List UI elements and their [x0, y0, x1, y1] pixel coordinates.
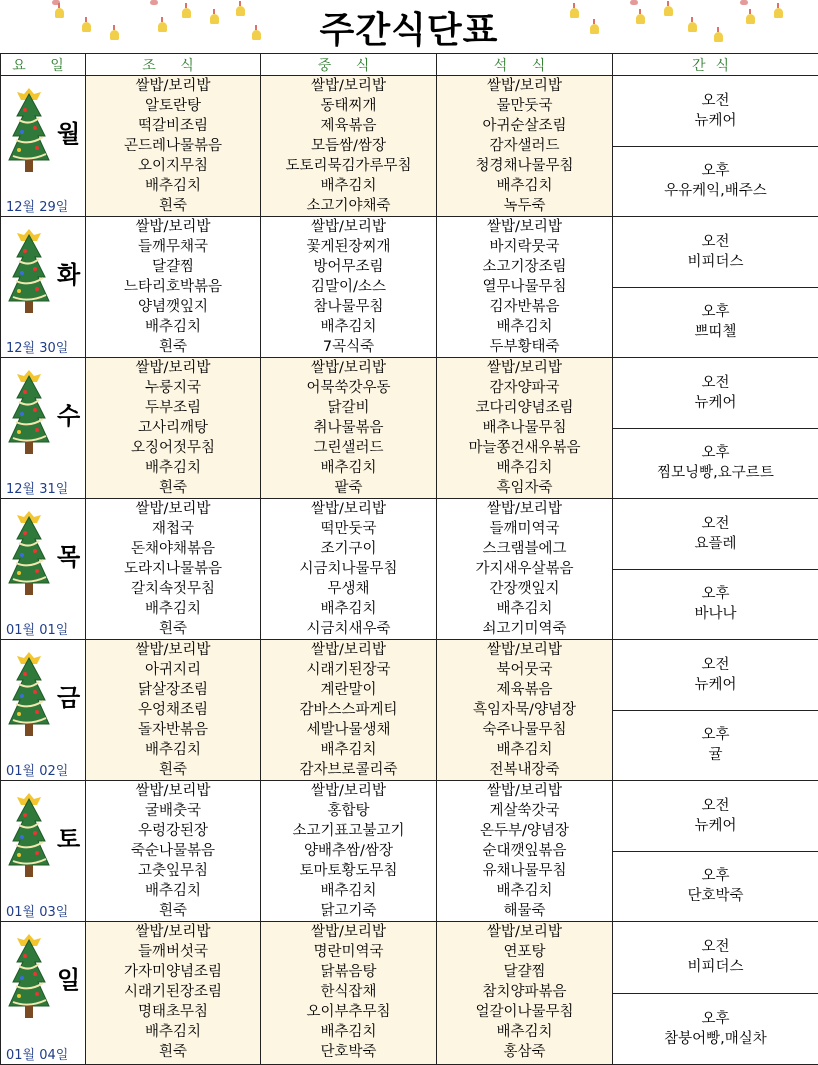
menu-item: 배추김치	[86, 881, 260, 901]
menu-item: 느타리호박볶음	[86, 277, 260, 297]
menu-item: 참나물무침	[261, 297, 436, 317]
snack-afternoon	[613, 428, 818, 499]
menu-item: 코다리양념조림	[437, 398, 612, 418]
menu-item: 쌀밥/보리밥	[261, 781, 436, 801]
menu-item: 숙주나물무침	[437, 720, 612, 740]
menu-item: 감자브로콜리죽	[261, 760, 436, 780]
menu-item: 배추김치	[86, 599, 260, 619]
day-row	[1, 217, 818, 358]
menu-item: 고춧잎무침	[86, 861, 260, 881]
dinner-cell	[437, 781, 613, 922]
menu-item: 김자반볶음	[437, 297, 612, 317]
day-date: 01월 03일	[6, 901, 68, 920]
snack-morning	[613, 499, 818, 569]
menu-item: 가자미양념조림	[86, 962, 260, 982]
column-header-snack: 간식	[613, 54, 818, 76]
menu-item: 누룽지국	[86, 378, 260, 398]
page-header	[0, 0, 818, 53]
menu-item: 무생채	[261, 579, 436, 599]
day-date: 12월 31일	[6, 478, 68, 497]
snack-morning	[613, 358, 818, 428]
snack-time-label: 오전	[701, 796, 729, 816]
breakfast-cell	[86, 358, 261, 499]
snack-morning	[613, 922, 818, 993]
menu-item: 흰죽	[86, 901, 260, 921]
menu-item: 배추김치	[261, 1022, 436, 1042]
column-header-lunch: 중 식	[261, 54, 437, 76]
menu-item: 닭볶음탕	[261, 962, 436, 982]
menu-item: 돌자반볶음	[86, 720, 260, 740]
lunch-cell	[261, 781, 437, 922]
menu-item: 어묵쑥갓우동	[261, 378, 436, 398]
menu-item: 흰죽	[86, 337, 260, 357]
menu-item: 흰죽	[86, 478, 260, 498]
menu-item: 연포탕	[437, 942, 612, 962]
christmas-tree-icon	[7, 785, 51, 891]
snack-item: 뉴케어	[694, 816, 736, 836]
menu-item: 명란미역국	[261, 942, 436, 962]
snack-time-label: 오전	[701, 91, 729, 111]
day-cell	[1, 217, 86, 358]
menu-item: 제육볶음	[261, 116, 436, 136]
menu-item: 배추김치	[437, 599, 612, 619]
day-of-week: 토	[57, 819, 80, 854]
menu-item: 홍삼죽	[437, 1042, 612, 1062]
menu-item: 배추김치	[86, 740, 260, 760]
menu-item: 해물죽	[437, 901, 612, 921]
day-row	[1, 922, 818, 1065]
dinner-cell	[437, 922, 613, 1065]
menu-item: 흰죽	[86, 1042, 260, 1062]
menu-item: 배추김치	[86, 317, 260, 337]
snack-morning	[613, 640, 818, 710]
menu-item: 순대깻잎볶음	[437, 841, 612, 861]
menu-item: 시금치새우죽	[261, 619, 436, 639]
breakfast-cell	[86, 499, 261, 640]
menu-item: 쌀밥/보리밥	[86, 640, 260, 660]
day-row	[1, 781, 818, 922]
column-header-day: 요 일	[1, 54, 86, 76]
snack-time-label: 오전	[701, 937, 729, 957]
menu-item: 닭살장조림	[86, 680, 260, 700]
snack-item: 귤	[708, 745, 722, 765]
menu-item: 들깨미역국	[437, 519, 612, 539]
menu-item: 제육볶음	[437, 680, 612, 700]
menu-item: 쇠고기미역죽	[437, 619, 612, 639]
menu-item: 감자샐러드	[437, 136, 612, 156]
menu-item: 달걀찜	[437, 962, 612, 982]
dinner-cell	[437, 358, 613, 499]
menu-item: 가지새우살볶음	[437, 559, 612, 579]
menu-item: 배추김치	[261, 176, 436, 196]
day-row	[1, 358, 818, 499]
dinner-cell	[437, 640, 613, 781]
menu-item: 배추김치	[261, 599, 436, 619]
snack-item: 비피더스	[687, 957, 743, 977]
menu-item: 두부황태죽	[437, 337, 612, 357]
menu-item: 아귀순살조림	[437, 116, 612, 136]
day-cell	[1, 76, 86, 217]
snack-time-label: 오후	[701, 302, 729, 322]
menu-item: 감자양파국	[437, 378, 612, 398]
menu-item: 북어뭇국	[437, 660, 612, 680]
menu-item: 쌀밥/보리밥	[437, 922, 612, 942]
menu-item: 토마토황도무침	[261, 861, 436, 881]
snack-cell	[613, 499, 818, 640]
menu-item: 시래기된장국	[261, 660, 436, 680]
snack-item: 바나나	[694, 604, 736, 624]
menu-item: 스크램블에그	[437, 539, 612, 559]
snack-cell	[613, 781, 818, 922]
menu-item: 배추김치	[437, 1022, 612, 1042]
menu-item: 동태찌개	[261, 96, 436, 116]
snack-time-label: 오전	[701, 514, 729, 534]
snack-time-label: 오후	[701, 443, 729, 463]
menu-item: 흰죽	[86, 196, 260, 216]
menu-item: 배추김치	[437, 740, 612, 760]
menu-item: 쌀밥/보리밥	[437, 76, 612, 96]
menu-item: 쌀밥/보리밥	[86, 781, 260, 801]
snack-item: 찜모닝빵,요구르트	[657, 463, 774, 483]
snack-time-label: 오후	[701, 725, 729, 745]
menu-item: 배추김치	[437, 458, 612, 478]
menu-item: 배추김치	[86, 458, 260, 478]
christmas-tree-icon	[7, 503, 51, 609]
snack-afternoon	[613, 851, 818, 922]
day-row	[1, 640, 818, 781]
menu-item: 쌀밥/보리밥	[86, 217, 260, 237]
menu-item: 단호박죽	[261, 1042, 436, 1062]
menu-item: 양배추쌈/쌈장	[261, 841, 436, 861]
lunch-cell	[261, 640, 437, 781]
menu-item: 갈치속젓무침	[86, 579, 260, 599]
menu-item: 그린샐러드	[261, 438, 436, 458]
table-header-row	[1, 54, 818, 76]
christmas-tree-icon	[7, 644, 51, 750]
menu-item: 아귀지리	[86, 660, 260, 680]
snack-cell	[613, 358, 818, 499]
snack-item: 단호박죽	[687, 886, 743, 906]
menu-item: 쌀밥/보리밥	[261, 76, 436, 96]
menu-item: 배추김치	[86, 176, 260, 196]
christmas-tree-icon	[7, 221, 51, 327]
menu-item: 게살쑥갓국	[437, 801, 612, 821]
menu-item: 배추나물무침	[437, 418, 612, 438]
day-of-week: 일	[57, 960, 80, 995]
menu-item: 팥죽	[261, 478, 436, 498]
menu-item: 알토란탕	[86, 96, 260, 116]
menu-item: 떡갈비조림	[86, 116, 260, 136]
day-date: 01월 04일	[6, 1044, 68, 1063]
day-of-week: 월	[57, 114, 80, 149]
christmas-tree-icon	[7, 80, 51, 186]
menu-item: 세발나물생채	[261, 720, 436, 740]
menu-item: 쌀밥/보리밥	[86, 358, 260, 378]
menu-item: 쌀밥/보리밥	[261, 358, 436, 378]
menu-item: 모듬쌈/쌈장	[261, 136, 436, 156]
day-of-week: 수	[57, 396, 80, 431]
menu-item: 우렁강된장	[86, 821, 260, 841]
christmas-tree-icon	[7, 362, 51, 468]
menu-item: 오징어젓무침	[86, 438, 260, 458]
page-title: 주간식단표	[0, 2, 818, 53]
column-header-dinner: 석 식	[437, 54, 613, 76]
menu-item: 배추김치	[437, 176, 612, 196]
menu-item: 재첩국	[86, 519, 260, 539]
menu-item: 흑임자죽	[437, 478, 612, 498]
menu-item: 흑임자묵/양념장	[437, 700, 612, 720]
menu-item: 쌀밥/보리밥	[86, 76, 260, 96]
snack-item: 참붕어빵,매실차	[664, 1029, 767, 1049]
breakfast-cell	[86, 217, 261, 358]
snack-afternoon	[613, 993, 818, 1065]
lunch-cell	[261, 358, 437, 499]
dinner-cell	[437, 499, 613, 640]
menu-item: 쌀밥/보리밥	[437, 499, 612, 519]
snack-time-label: 오후	[701, 161, 729, 181]
day-row	[1, 499, 818, 640]
menu-item: 흰죽	[86, 760, 260, 780]
dinner-cell	[437, 76, 613, 217]
menu-item: 달걀찜	[86, 257, 260, 277]
menu-item: 김말이/소스	[261, 277, 436, 297]
snack-item: 쁘띠첼	[694, 322, 736, 342]
menu-item: 닭고기죽	[261, 901, 436, 921]
day-date: 12월 30일	[6, 337, 68, 356]
snack-cell	[613, 640, 818, 781]
menu-item: 방어무조림	[261, 257, 436, 277]
menu-item: 유채나물무침	[437, 861, 612, 881]
lunch-cell	[261, 76, 437, 217]
snack-morning	[613, 76, 818, 146]
day-cell	[1, 358, 86, 499]
menu-item: 꽃게된장찌개	[261, 237, 436, 257]
menu-item: 소고기야채죽	[261, 196, 436, 216]
menu-item: 굴배춧국	[86, 801, 260, 821]
menu-item: 죽순나물볶음	[86, 841, 260, 861]
day-row	[1, 76, 818, 217]
menu-item: 떡만둣국	[261, 519, 436, 539]
snack-afternoon	[613, 710, 818, 781]
snack-item: 우유케익,배주스	[664, 181, 767, 201]
snack-item: 뉴케어	[694, 675, 736, 695]
menu-item: 곤드레나물볶음	[86, 136, 260, 156]
snack-morning	[613, 217, 818, 287]
menu-item: 쌀밥/보리밥	[86, 922, 260, 942]
snack-afternoon	[613, 569, 818, 640]
menu-item: 배추김치	[261, 740, 436, 760]
menu-item: 쌀밥/보리밥	[261, 922, 436, 942]
snack-cell	[613, 922, 818, 1065]
menu-item: 양념깻잎지	[86, 297, 260, 317]
breakfast-cell	[86, 640, 261, 781]
menu-item: 쌀밥/보리밥	[261, 640, 436, 660]
day-of-week: 금	[57, 678, 80, 713]
menu-item: 돈채야채볶음	[86, 539, 260, 559]
menu-item: 온두부/양념장	[437, 821, 612, 841]
menu-body	[1, 76, 818, 1065]
menu-item: 배추김치	[437, 881, 612, 901]
snack-item: 요플레	[694, 534, 736, 554]
snack-morning	[613, 781, 818, 851]
menu-item: 명태초무침	[86, 1002, 260, 1022]
menu-item: 오이부추무침	[261, 1002, 436, 1022]
menu-item: 도토리묵김가루무침	[261, 156, 436, 176]
menu-item: 계란말이	[261, 680, 436, 700]
menu-item: 쌀밥/보리밥	[437, 217, 612, 237]
menu-item: 7곡식죽	[261, 337, 436, 357]
day-date: 01월 02일	[6, 760, 68, 779]
menu-item: 배추김치	[261, 317, 436, 337]
menu-item: 마늘쫑건새우볶음	[437, 438, 612, 458]
day-date: 12월 29일	[6, 196, 68, 215]
menu-item: 두부조림	[86, 398, 260, 418]
snack-item: 뉴케어	[694, 393, 736, 413]
lunch-cell	[261, 922, 437, 1065]
menu-item: 청경채나물무침	[437, 156, 612, 176]
menu-item: 쌀밥/보리밥	[437, 781, 612, 801]
menu-item: 쌀밥/보리밥	[261, 217, 436, 237]
menu-item: 바지락뭇국	[437, 237, 612, 257]
snack-time-label: 오후	[701, 1009, 729, 1029]
menu-item: 쌀밥/보리밥	[86, 499, 260, 519]
menu-item: 소고기표고불고기	[261, 821, 436, 841]
menu-item: 간장깻잎지	[437, 579, 612, 599]
snack-afternoon	[613, 146, 818, 217]
dinner-cell	[437, 217, 613, 358]
menu-item: 들깨버섯국	[86, 942, 260, 962]
column-header-breakfast: 조 식	[86, 54, 261, 76]
lunch-cell	[261, 499, 437, 640]
snack-time-label: 오후	[701, 866, 729, 886]
menu-item: 쌀밥/보리밥	[261, 499, 436, 519]
menu-item: 도라지나물볶음	[86, 559, 260, 579]
menu-item: 감바스스파게티	[261, 700, 436, 720]
menu-item: 닭갈비	[261, 398, 436, 418]
menu-item: 흰죽	[86, 619, 260, 639]
menu-item: 우엉채조림	[86, 700, 260, 720]
snack-time-label: 오전	[701, 232, 729, 252]
breakfast-cell	[86, 76, 261, 217]
menu-item: 배추김치	[437, 317, 612, 337]
menu-item: 참치양파볶음	[437, 982, 612, 1002]
day-date: 01월 01일	[6, 619, 68, 638]
snack-afternoon	[613, 287, 818, 358]
christmas-tree-icon	[7, 926, 51, 1032]
snack-time-label: 오후	[701, 584, 729, 604]
menu-item: 시금치나물무침	[261, 559, 436, 579]
menu-item: 열무나물무침	[437, 277, 612, 297]
menu-item: 한식잡채	[261, 982, 436, 1002]
menu-item: 배추김치	[86, 1022, 260, 1042]
day-cell	[1, 640, 86, 781]
menu-item: 쌀밥/보리밥	[437, 358, 612, 378]
day-of-week: 화	[57, 255, 80, 290]
menu-item: 들깨무채국	[86, 237, 260, 257]
lunch-cell	[261, 217, 437, 358]
menu-item: 쌀밥/보리밥	[437, 640, 612, 660]
menu-item: 고사리깨탕	[86, 418, 260, 438]
breakfast-cell	[86, 922, 261, 1065]
day-cell	[1, 499, 86, 640]
snack-item: 뉴케어	[694, 111, 736, 131]
snack-time-label: 오전	[701, 373, 729, 393]
menu-item: 시래기된장조림	[86, 982, 260, 1002]
day-of-week: 목	[57, 537, 80, 572]
menu-item: 조기구이	[261, 539, 436, 559]
breakfast-cell	[86, 781, 261, 922]
menu-item: 녹두죽	[437, 196, 612, 216]
day-cell	[1, 781, 86, 922]
snack-item: 비피더스	[687, 252, 743, 272]
menu-item: 얼갈이나물무침	[437, 1002, 612, 1022]
day-cell	[1, 922, 86, 1065]
menu-item: 배추김치	[261, 881, 436, 901]
menu-item: 홍합탕	[261, 801, 436, 821]
snack-time-label: 오전	[701, 655, 729, 675]
menu-item: 물만둣국	[437, 96, 612, 116]
menu-item: 배추김치	[261, 458, 436, 478]
weekly-menu-table	[0, 53, 818, 1065]
snack-cell	[613, 76, 818, 217]
menu-item: 오이지무침	[86, 156, 260, 176]
menu-item: 전복내장죽	[437, 760, 612, 780]
menu-item: 취나물볶음	[261, 418, 436, 438]
menu-item: 소고기장조림	[437, 257, 612, 277]
snack-cell	[613, 217, 818, 358]
